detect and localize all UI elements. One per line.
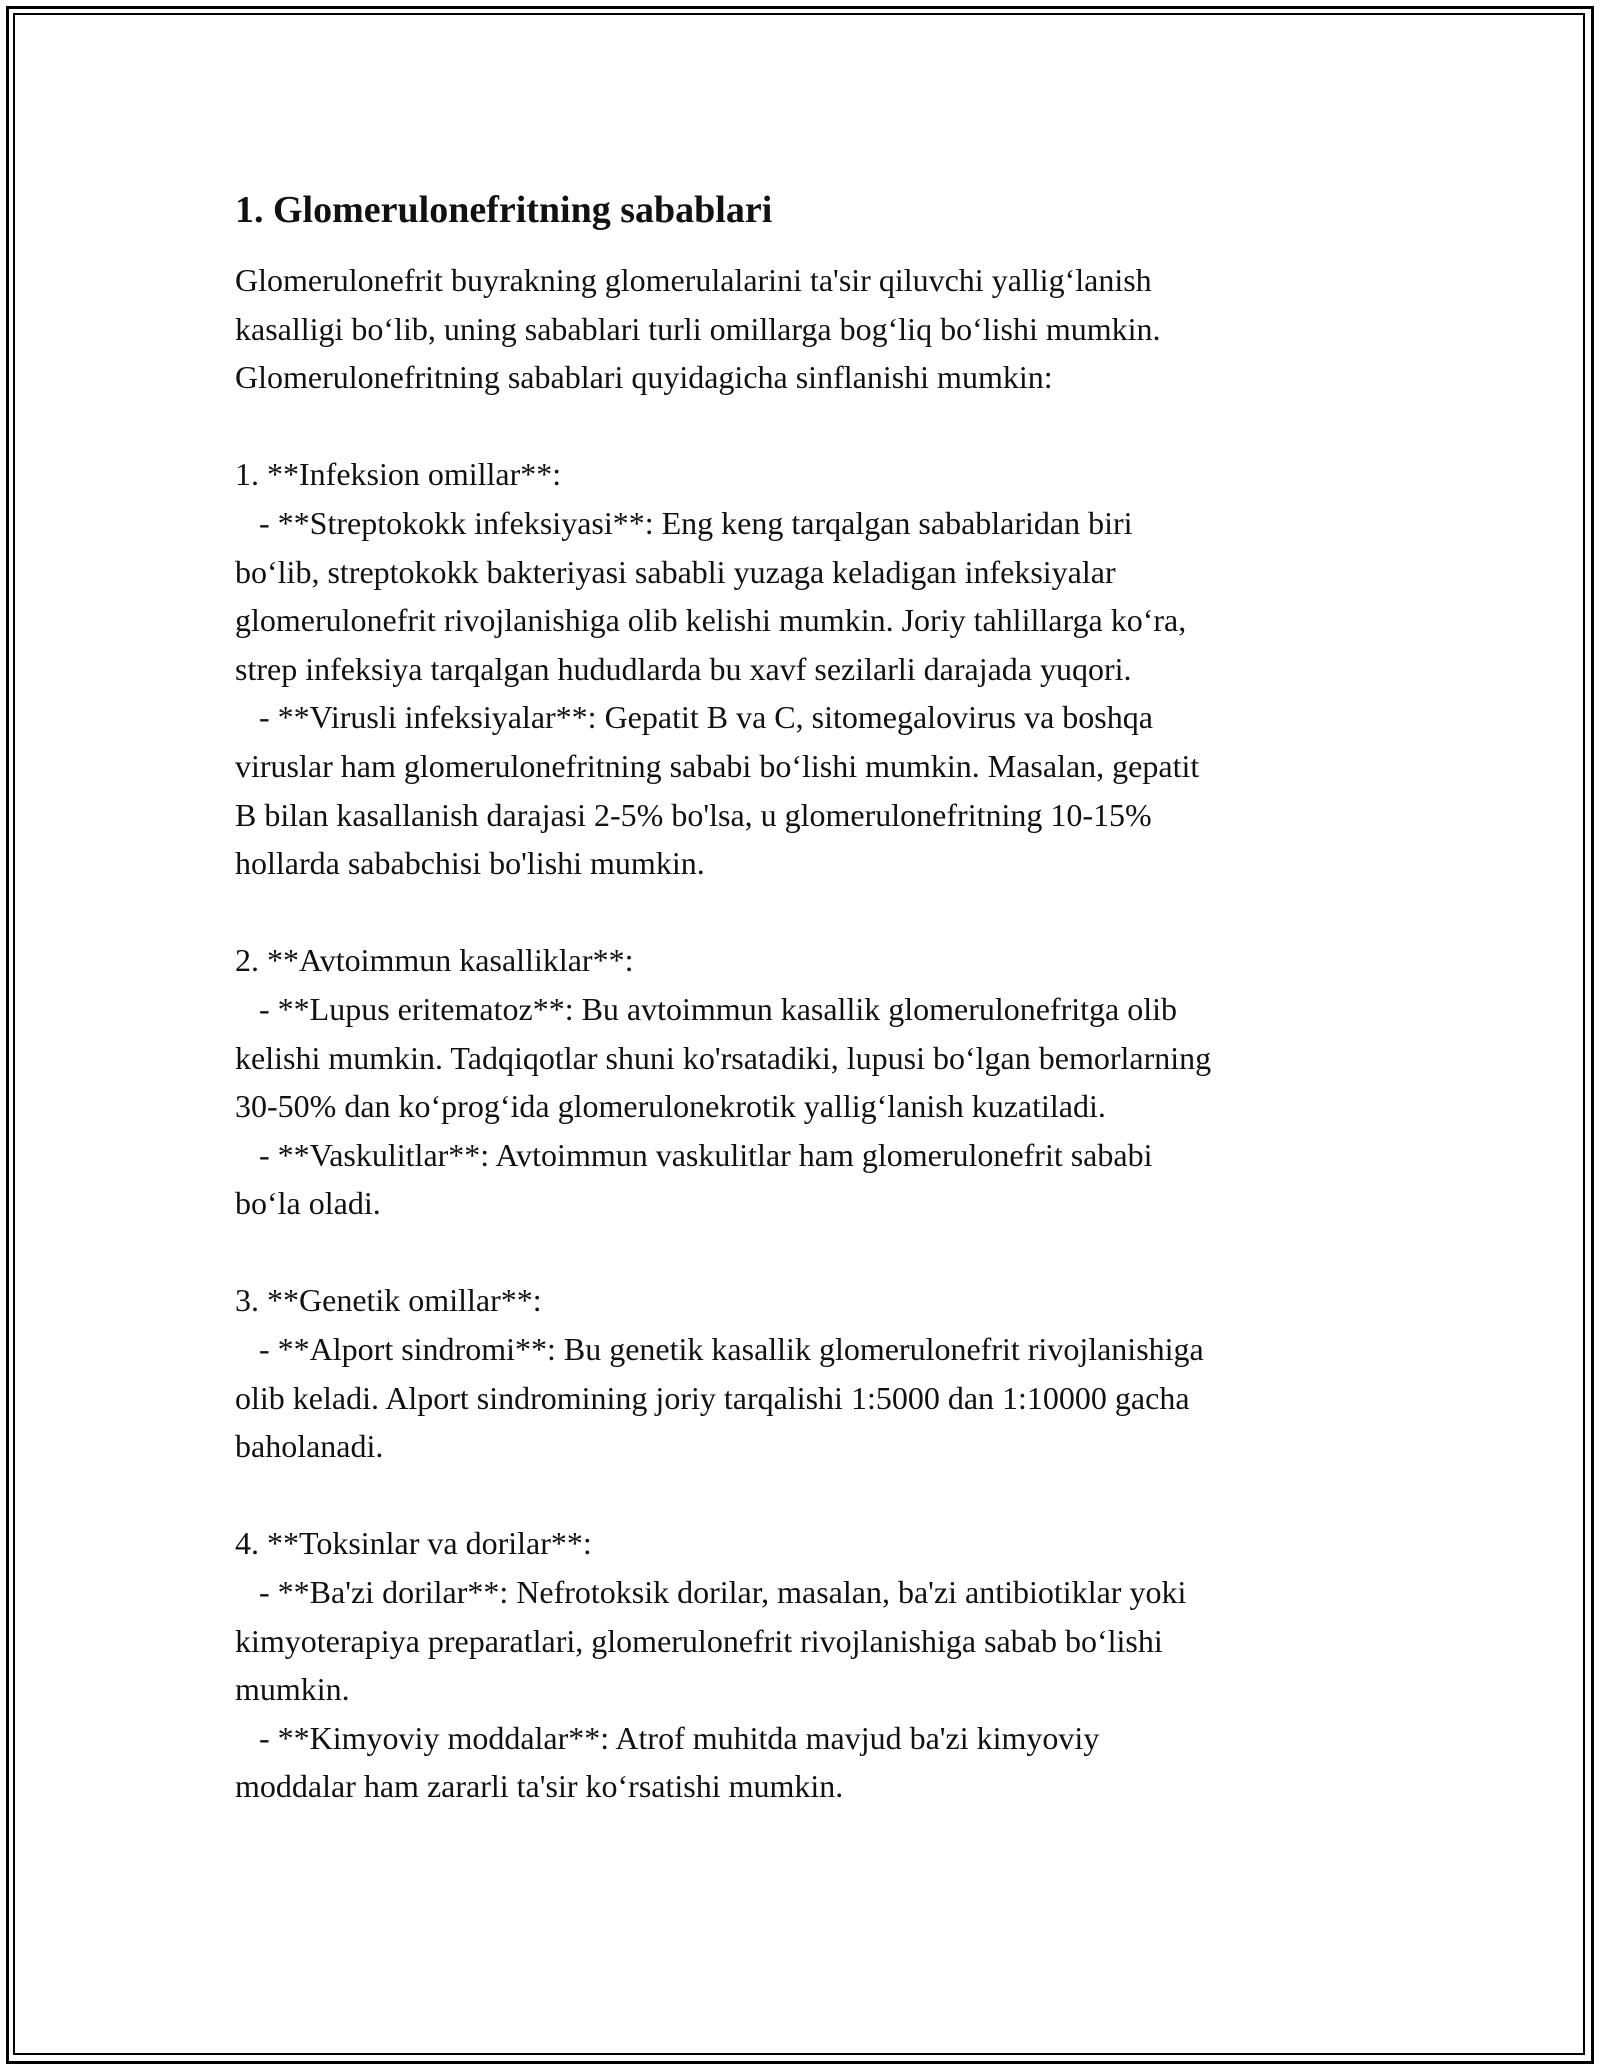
text-line: viruslar ham glomerulonefritning sababi bo‘lishi mumkin. Masalan, gepatit bbox=[235, 747, 1200, 784]
blank-line bbox=[235, 402, 1375, 451]
text-line: - **Virusli infeksiyalar**: Gepatit B va C, sitomegalovirus va boshqa bbox=[235, 699, 1153, 736]
text-line: B bilan kasallanish darajasi 2-5% bo'lsa, u glomerulonefritning 10-15% bbox=[235, 796, 1152, 833]
text-line: 2. **Avtoimmun kasalliklar**: bbox=[235, 942, 634, 979]
blank-line bbox=[235, 888, 1375, 937]
text-line: kasalligi bo‘lib, uning sabablari turli omillarga bog‘liq bo‘lishi mumkin. bbox=[235, 310, 1161, 347]
text-line: - **Ba'zi dorilar**: Nefrotoksik dorilar, masalan, ba'zi antibiotiklar yoki bbox=[235, 1574, 1187, 1611]
text-line: - **Kimyoviy moddalar**: Atrof muhitda mavjud ba'zi kimyoviy bbox=[235, 1719, 1100, 1756]
document-page bbox=[235, 186, 1375, 1811]
blank-line bbox=[235, 1471, 1375, 1520]
text-line: - **Vaskulitlar**: Avtoimmun vaskulitlar ham glomerulonefrit sababi bbox=[235, 1136, 1153, 1173]
text-line: - **Streptokokk infeksiyasi**: Eng keng tarqalgan sabablaridan biri bbox=[235, 504, 1133, 541]
text-line: mumkin. bbox=[235, 1671, 350, 1708]
document-body bbox=[235, 256, 1375, 1811]
text-line: 4. **Toksinlar va dorilar**: bbox=[235, 1525, 592, 1562]
blank-line bbox=[235, 1228, 1375, 1277]
text-line: - **Alport sindromi**: Bu genetik kasallik glomerulonefrit rivojlanishiga bbox=[235, 1331, 1204, 1368]
text-line: 3. **Genetik omillar**: bbox=[235, 1282, 542, 1319]
text-line: baholanadi. bbox=[235, 1428, 384, 1465]
text-line: Glomerulonefritning sabablari quyidagicha sinflanishi mumkin: bbox=[235, 359, 1053, 396]
text-line: kelishi mumkin. Tadqiqotlar shuni ko'rsatadiki, lupusi bo‘lgan bemorlarning bbox=[235, 1039, 1212, 1076]
text-line: hollarda sababchisi bo'lishi mumkin. bbox=[235, 845, 705, 882]
text-line: bo‘la oladi. bbox=[235, 1185, 381, 1222]
text-line: 1. **Infeksion omillar**: bbox=[235, 456, 562, 493]
text-line: 30-50% dan ko‘prog‘ida glomerulonekrotik yallig‘lanish kuzatiladi. bbox=[235, 1088, 1106, 1125]
text-line: strep infeksiya tarqalgan hududlarda bu xavf sezilarli darajada yuqori. bbox=[235, 650, 1132, 687]
text-line: olib keladi. Alport sindromining joriy tarqalishi 1:5000 dan 1:10000 gacha bbox=[235, 1379, 1190, 1416]
section-heading: 1. Glomerulonefritning sabablari bbox=[235, 189, 773, 231]
text-line: moddalar ham zararli ta'sir ko‘rsatishi mumkin. bbox=[235, 1768, 844, 1805]
text-line: glomerulonefrit rivojlanishiga olib kelishi mumkin. Joriy tahlillarga ko‘ra, bbox=[235, 602, 1187, 639]
text-line: Glomerulonefrit buyrakning glomerulalarini ta'sir qiluvchi yallig‘lanish bbox=[235, 262, 1152, 298]
text-line: bo‘lib, streptokokk bakteriyasi sababli yuzaga keladigan infeksiyalar bbox=[235, 553, 1116, 590]
text-line: kimyoterapiya preparatlari, glomerulonefrit rivojlanishiga sabab bo‘lishi bbox=[235, 1622, 1163, 1659]
text-line: - **Lupus eritematoz**: Bu avtoimmun kasallik glomerulonefritga olib bbox=[235, 990, 1178, 1027]
